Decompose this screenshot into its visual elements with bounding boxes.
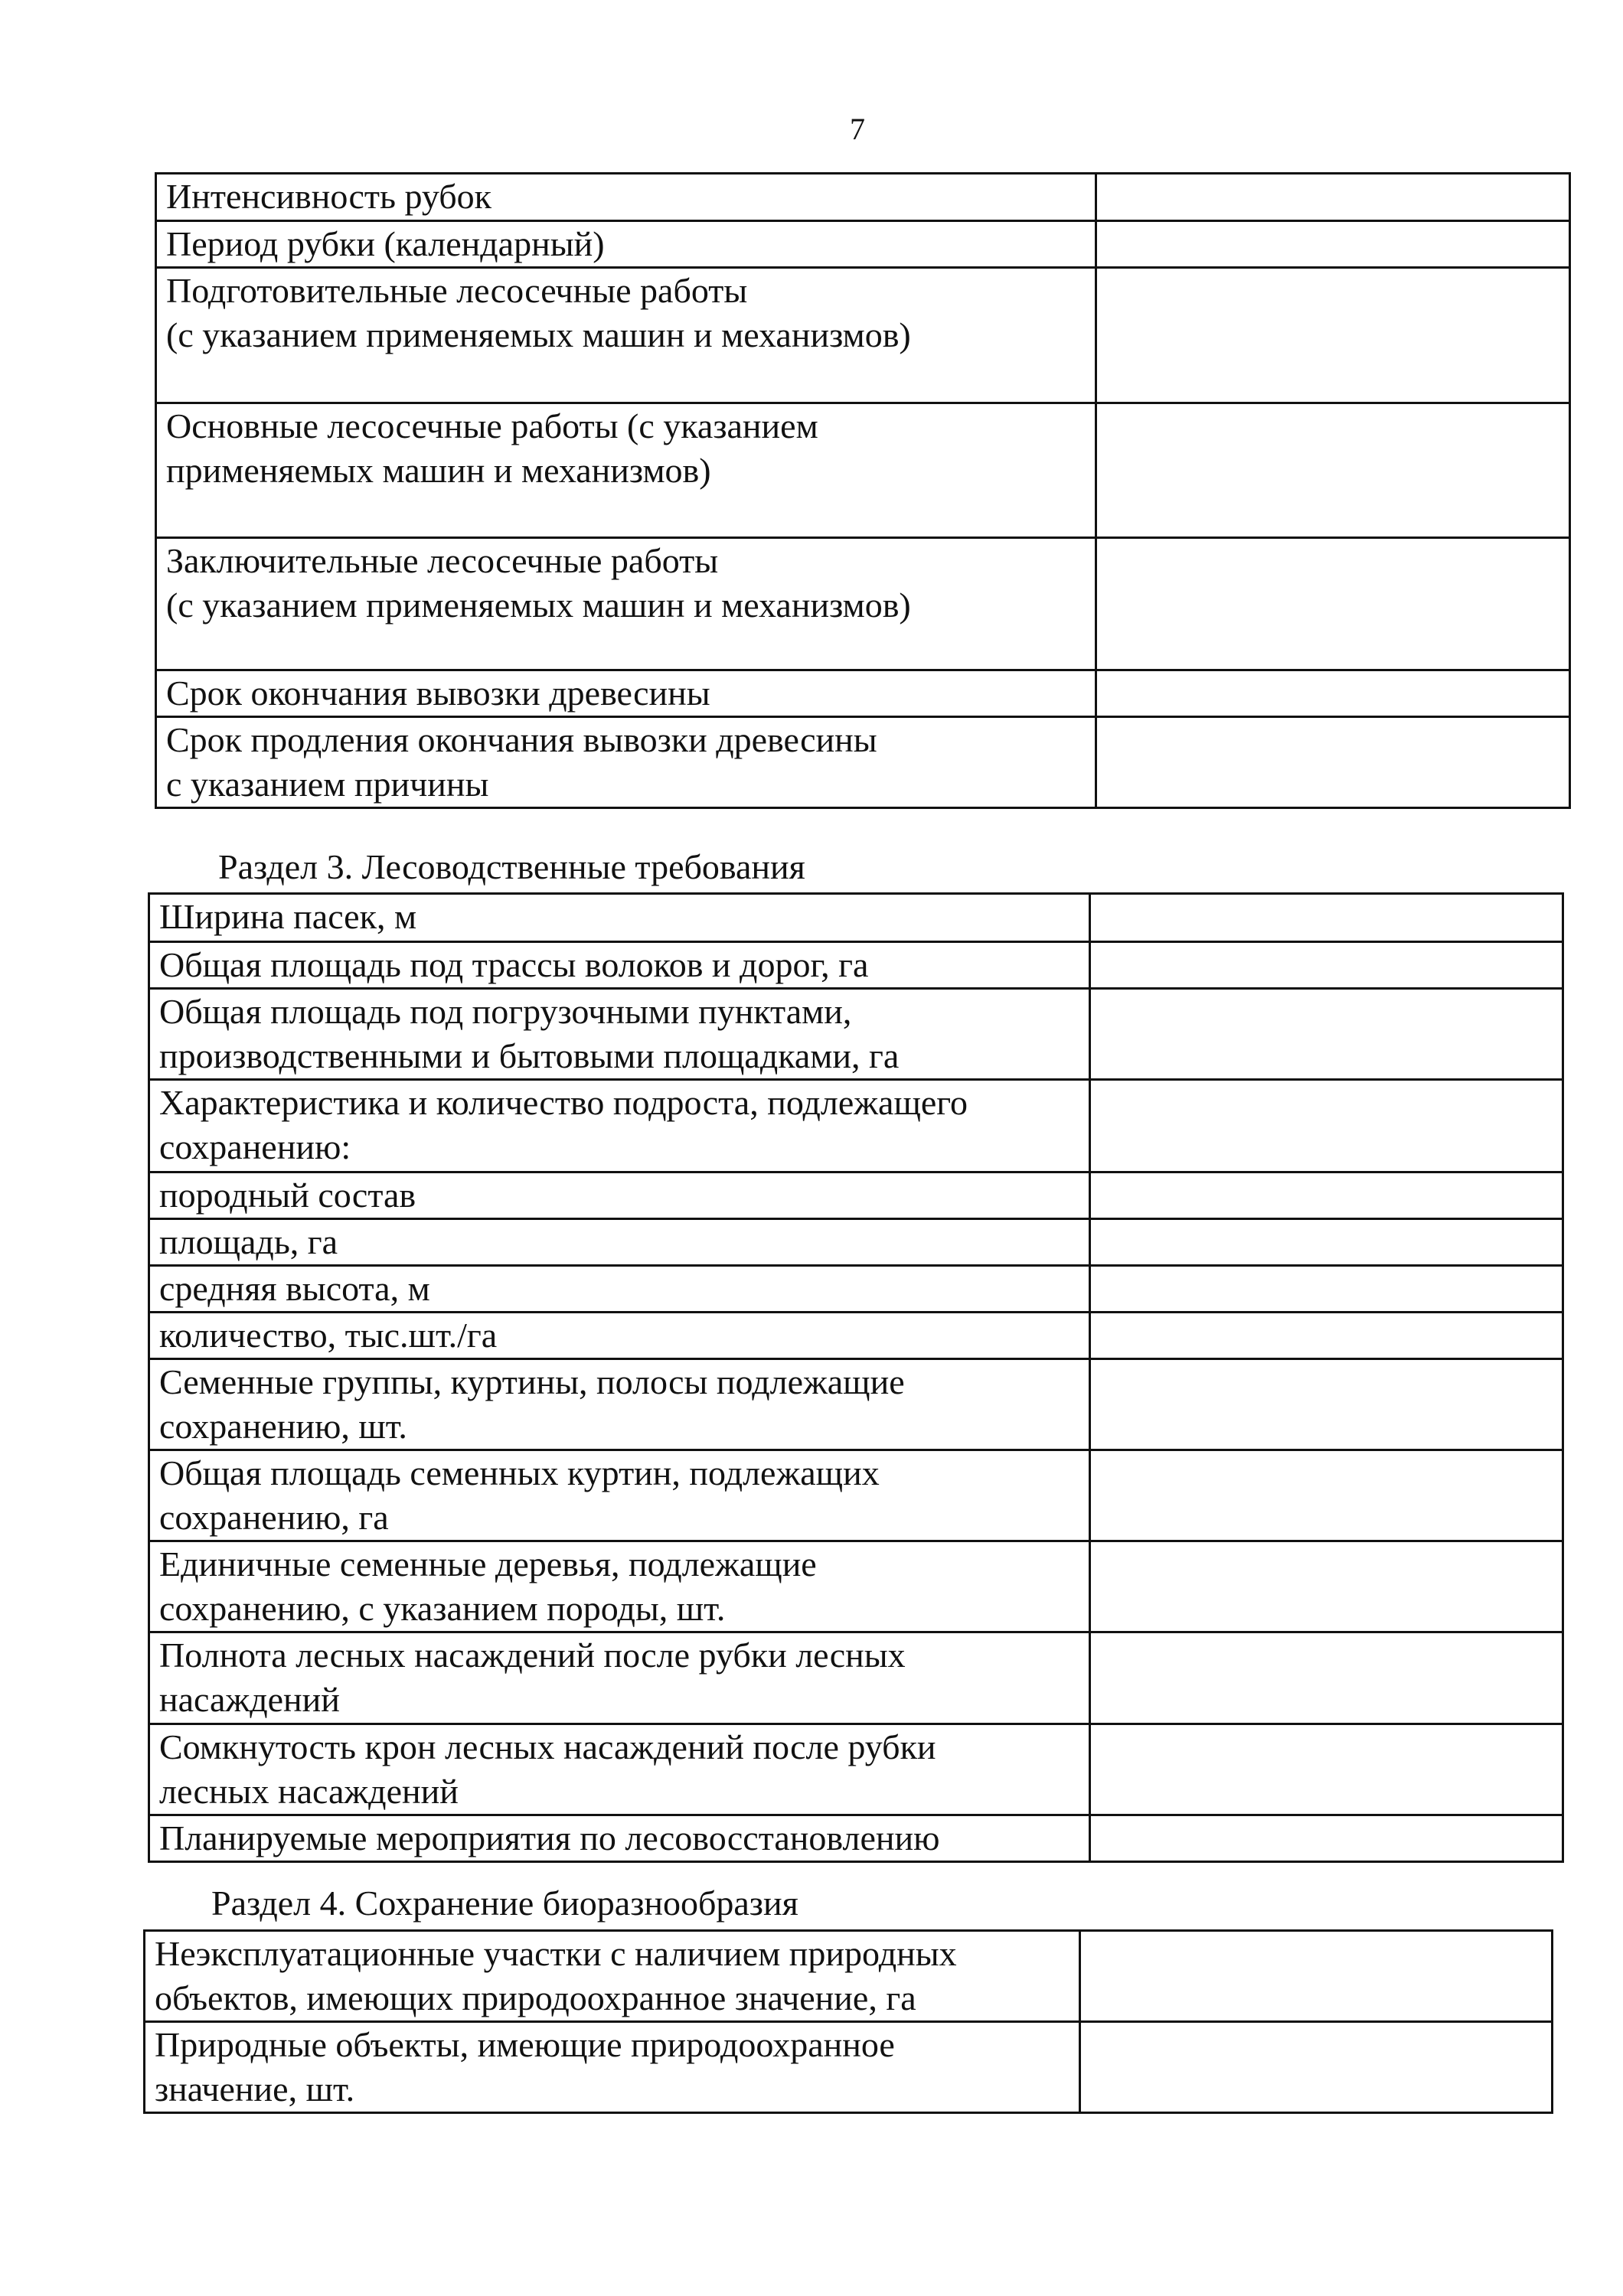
table-row	[149, 1724, 1563, 1815]
value-cell[interactable]	[1096, 174, 1570, 221]
value-cell[interactable]	[1090, 1359, 1563, 1450]
value-cell[interactable]	[1090, 1724, 1563, 1815]
value-cell[interactable]	[1096, 538, 1570, 670]
row-label: Ширина пасек, м	[149, 894, 1090, 942]
table-row	[156, 174, 1570, 221]
table-silvicultural-requirements	[148, 892, 1564, 1863]
row-label: Единичные семенные деревья, подлежащие сохранению, с указанием породы, шт.	[149, 1541, 1090, 1632]
row-label: Заключительные лесосечные работы (с указанием применяемых машин и механизмов)	[156, 538, 1096, 670]
table-row	[156, 403, 1570, 538]
value-cell[interactable]	[1096, 268, 1570, 403]
row-label: Общая площадь под погрузочными пунктами, производственными и бытовыми площадками, га	[149, 989, 1090, 1080]
table-row	[156, 670, 1570, 717]
row-label: Семенные группы, куртины, полосы подлежащие сохранению, шт.	[149, 1359, 1090, 1450]
value-cell[interactable]	[1080, 1931, 1553, 2022]
row-label: средняя высота, м	[149, 1266, 1090, 1313]
table-logging-operations	[155, 172, 1571, 809]
table-row	[149, 1219, 1563, 1266]
row-label: Сомкнутость крон лесных насаждений после рубки лесных насаждений	[149, 1724, 1090, 1815]
table-row	[145, 1931, 1553, 2022]
row-label: Характеристика и количество подроста, подлежащего сохранению:	[149, 1080, 1090, 1172]
row-label: Неэксплуатационные участки с наличием природных объектов, имеющих природоохранное значение, га	[145, 1931, 1080, 2022]
value-cell[interactable]	[1096, 403, 1570, 538]
table-row	[149, 1632, 1563, 1724]
table-row	[145, 2022, 1553, 2113]
row-label: Общая площадь под трассы волоков и дорог, га	[149, 942, 1090, 989]
table-row	[149, 1313, 1563, 1359]
row-label: Период рубки (календарный)	[156, 221, 1096, 268]
row-label: Планируемые мероприятия по лесовосстановлению	[149, 1815, 1090, 1862]
value-cell[interactable]	[1090, 1632, 1563, 1724]
table-row	[156, 538, 1570, 670]
row-label: Общая площадь семенных куртин, подлежащих сохранению, га	[149, 1450, 1090, 1541]
value-cell[interactable]	[1090, 1219, 1563, 1266]
table-row	[149, 1266, 1563, 1313]
value-cell[interactable]	[1080, 2022, 1553, 2113]
row-label: Подготовительные лесосечные работы (с указанием применяемых машин и механизмов)	[156, 268, 1096, 403]
row-label: Полнота лесных насаждений после рубки лесных насаждений	[149, 1632, 1090, 1724]
value-cell[interactable]	[1090, 1450, 1563, 1541]
table-row	[149, 942, 1563, 989]
value-cell[interactable]	[1090, 1080, 1563, 1172]
value-cell[interactable]	[1090, 1313, 1563, 1359]
row-label: количество, тыс.шт./га	[149, 1313, 1090, 1359]
table-row	[149, 1450, 1563, 1541]
value-cell[interactable]	[1096, 221, 1570, 268]
value-cell[interactable]	[1090, 942, 1563, 989]
section-4-heading: Раздел 4. Сохранение биоразнообразия	[211, 1883, 798, 1923]
table-row	[149, 1080, 1563, 1172]
row-label: площадь, га	[149, 1219, 1090, 1266]
table-row	[156, 268, 1570, 403]
table-row	[149, 989, 1563, 1080]
value-cell[interactable]	[1096, 717, 1570, 808]
section-3-heading: Раздел 3. Лесоводственные требования	[218, 847, 805, 886]
value-cell[interactable]	[1090, 894, 1563, 942]
value-cell[interactable]	[1090, 989, 1563, 1080]
table-row	[149, 1172, 1563, 1219]
table-row	[149, 1541, 1563, 1632]
value-cell[interactable]	[1090, 1172, 1563, 1219]
row-label: Срок продления окончания вывозки древесины с указанием причины	[156, 717, 1096, 808]
page-number: 7	[850, 112, 865, 146]
row-label: породный состав	[149, 1172, 1090, 1219]
value-cell[interactable]	[1096, 670, 1570, 717]
table-row	[149, 1815, 1563, 1862]
row-label: Интенсивность рубок	[156, 174, 1096, 221]
value-cell[interactable]	[1090, 1815, 1563, 1862]
row-label: Срок окончания вывозки древесины	[156, 670, 1096, 717]
table-row	[156, 221, 1570, 268]
table-biodiversity	[143, 1929, 1553, 2114]
value-cell[interactable]	[1090, 1541, 1563, 1632]
value-cell[interactable]	[1090, 1266, 1563, 1313]
table-row	[149, 1359, 1563, 1450]
table-row	[149, 894, 1563, 942]
row-label: Основные лесосечные работы (с указанием применяемых машин и механизмов)	[156, 403, 1096, 538]
table-row	[156, 717, 1570, 808]
row-label: Природные объекты, имеющие природоохранное значение, шт.	[145, 2022, 1080, 2113]
